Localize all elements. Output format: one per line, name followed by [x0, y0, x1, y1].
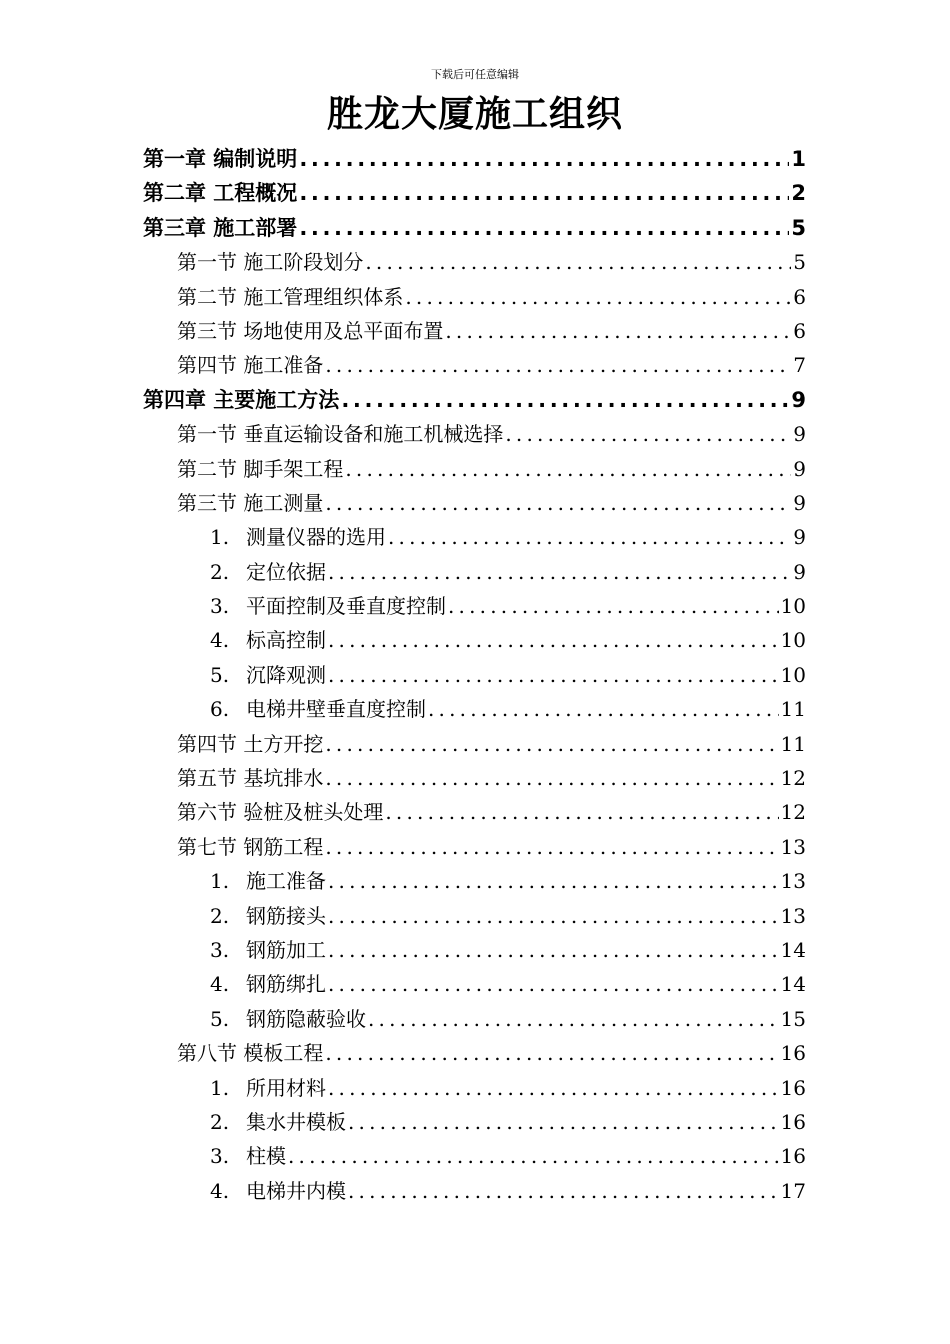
toc-entry-text: 第三节 场地使用及总平面布置	[177, 318, 444, 343]
toc-entry-number: 1.	[210, 1075, 230, 1100]
toc-entry-text: 第四节 施工准备	[177, 353, 324, 378]
toc-entry-label	[210, 556, 326, 585]
toc-dot-leader	[325, 766, 778, 790]
toc-entry[interactable]	[0, 728, 950, 762]
toc-dot-leader	[328, 972, 779, 996]
toc-entry[interactable]	[0, 900, 950, 934]
toc-dot-leader	[325, 732, 778, 756]
toc-entry-label	[210, 659, 326, 688]
toc-entry[interactable]	[0, 212, 950, 246]
toc-entry-label	[177, 487, 323, 516]
toc-dot-leader	[348, 1179, 779, 1203]
toc-page-number: 10	[780, 594, 806, 619]
toc-entry-text: 定位依据	[246, 559, 326, 584]
toc-entry-text: 电梯井壁垂直度控制	[246, 697, 426, 722]
header-note: 下载后可任意编辑	[431, 68, 519, 81]
document-title: 胜龙大厦施工组织	[326, 94, 623, 135]
toc-page-number: 13	[780, 903, 806, 928]
toc-entry-text: 第四章 主要施工方法	[143, 387, 340, 412]
toc-entry[interactable]	[0, 659, 950, 693]
toc-entry-number: 4.	[210, 628, 230, 653]
toc-page-number: 16	[780, 1075, 806, 1100]
toc-entry-text: 标高控制	[246, 628, 326, 653]
toc-page-number: 9	[793, 422, 806, 447]
toc-entry-text: 所用材料	[246, 1075, 326, 1100]
toc-dot-leader	[299, 181, 789, 205]
toc-entry-number: 2.	[210, 903, 230, 928]
toc-entry-text: 钢筋接头	[246, 903, 326, 928]
toc-entry-label	[143, 212, 297, 242]
toc-entry-number: 1.	[210, 869, 230, 894]
toc-entry[interactable]	[0, 590, 950, 624]
toc-entry[interactable]	[0, 143, 950, 177]
toc-entry[interactable]	[0, 246, 950, 280]
toc-dot-leader	[325, 835, 778, 859]
toc-entry-text: 钢筋绑扎	[246, 972, 326, 997]
toc-entry-label	[210, 1003, 366, 1032]
toc-entry-label	[177, 762, 323, 791]
toc-entry[interactable]	[0, 418, 950, 452]
toc-page-number: 7	[793, 353, 806, 378]
toc-entry-number: 5.	[210, 1006, 230, 1031]
toc-entry-text: 钢筋隐蔽验收	[246, 1006, 366, 1031]
toc-entry-label	[210, 624, 326, 653]
toc-page-number: 16	[780, 1144, 806, 1169]
toc-page-number: 5	[793, 250, 806, 275]
toc-dot-leader	[368, 1007, 779, 1031]
toc-entry-text: 第二章 工程概况	[143, 181, 298, 206]
toc-page-number: 9	[791, 387, 806, 412]
toc-dot-leader	[328, 560, 791, 584]
toc-dot-leader	[428, 697, 779, 721]
toc-entry-text: 柱模	[246, 1144, 286, 1169]
toc-entry-text: 第四节 土方开挖	[177, 731, 324, 756]
toc-dot-leader	[328, 869, 779, 893]
toc-entry-text: 钢筋加工	[246, 937, 326, 962]
toc-entry-text: 第五节 基坑排水	[177, 766, 324, 791]
toc-entry[interactable]	[0, 865, 950, 899]
toc-dot-leader	[448, 594, 779, 618]
toc-entry-label	[177, 796, 383, 825]
toc-entry-label	[177, 246, 363, 275]
toc-entry-number: 5.	[210, 662, 230, 687]
toc-entry[interactable]	[0, 315, 950, 349]
toc-entry-number: 4.	[210, 972, 230, 997]
toc-entry-text: 第二节 施工管理组织体系	[177, 284, 404, 309]
toc-entry[interactable]	[0, 1003, 950, 1037]
toc-dot-leader	[325, 353, 791, 377]
toc-dot-leader	[299, 216, 789, 240]
toc-dot-leader	[325, 491, 791, 515]
toc-dot-leader	[325, 1041, 778, 1065]
toc-dot-leader	[445, 319, 791, 343]
toc-entry-number: 4.	[210, 1178, 230, 1203]
toc-entry-label	[143, 177, 297, 207]
toc-entry-label	[177, 315, 443, 344]
toc-entry-label	[210, 1140, 286, 1169]
toc-entry-label	[210, 590, 446, 619]
toc-dot-leader	[328, 938, 779, 962]
toc-entry-label	[177, 728, 323, 757]
toc-page-number: 1	[791, 147, 806, 171]
toc-entry[interactable]	[0, 831, 950, 865]
toc-entry[interactable]	[0, 1140, 950, 1174]
toc-entry-text: 第八节 模板工程	[177, 1041, 324, 1066]
toc-page-number: 12	[780, 766, 806, 791]
toc-page-number: 16	[780, 1109, 806, 1134]
toc-page-number: 15	[780, 1006, 806, 1031]
toc-page-number: 13	[780, 834, 806, 859]
toc-entry[interactable]	[0, 934, 950, 968]
toc-entry-text: 第一节 施工阶段划分	[177, 250, 364, 275]
toc-dot-leader	[341, 388, 789, 412]
toc-entry-text: 沉降观测	[246, 662, 326, 687]
toc-dot-leader	[345, 457, 791, 481]
toc-entry-label	[177, 1037, 323, 1066]
toc-entry-number: 3.	[210, 594, 230, 619]
toc-entry-text: 施工准备	[246, 869, 326, 894]
toc-entry-label	[210, 1106, 346, 1135]
toc-entry-label	[210, 1072, 326, 1101]
toc-entry[interactable]	[0, 521, 950, 555]
toc-page-number: 6	[793, 284, 806, 309]
toc-dot-leader	[328, 904, 779, 928]
toc-entry[interactable]	[0, 693, 950, 727]
toc-entry-label	[177, 418, 503, 447]
toc-dot-leader	[405, 285, 791, 309]
toc-page-number: 10	[780, 628, 806, 653]
toc-page-number: 2	[791, 181, 806, 206]
toc-entry-label	[210, 865, 326, 894]
toc-entry-text: 平面控制及垂直度控制	[246, 594, 446, 619]
toc-entry-label	[210, 521, 386, 550]
toc-dot-leader	[385, 800, 778, 824]
toc-entry-text: 第三节 施工测量	[177, 490, 324, 515]
toc-entry-label	[210, 1175, 346, 1204]
toc-entry-text: 第一章 编制说明	[143, 147, 298, 171]
toc-entry[interactable]	[0, 556, 950, 590]
toc-entry-text: 电梯井内模	[246, 1178, 346, 1203]
toc-entry-label	[210, 968, 326, 997]
toc-entry-label	[177, 349, 323, 378]
toc-dot-leader	[388, 525, 791, 549]
toc-dot-leader	[328, 628, 779, 652]
toc-entry[interactable]	[0, 349, 950, 383]
toc-entry[interactable]	[0, 796, 950, 830]
toc-page-number: 10	[780, 662, 806, 687]
toc-entry-label	[143, 143, 297, 173]
toc-page-number: 16	[780, 1041, 806, 1066]
toc-entry-text: 第六节 验桩及桩头处理	[177, 800, 384, 825]
toc-page-number: 17	[780, 1178, 806, 1203]
toc-entry-number: 2.	[210, 559, 230, 584]
toc-page-number: 6	[793, 318, 806, 343]
toc-entry[interactable]	[0, 487, 950, 521]
toc-entry-number: 1.	[210, 525, 230, 550]
toc-page-number: 9	[793, 559, 806, 584]
toc-dot-leader	[505, 422, 791, 446]
toc-entry[interactable]	[0, 281, 950, 315]
toc-dot-leader	[348, 1110, 779, 1134]
table-of-contents	[0, 143, 950, 1209]
toc-entry-label	[177, 281, 403, 310]
toc-entry-number: 3.	[210, 937, 230, 962]
toc-entry[interactable]	[0, 968, 950, 1002]
toc-entry-text: 测量仪器的选用	[246, 525, 386, 550]
toc-entry-text: 第二节 脚手架工程	[177, 456, 344, 481]
toc-entry[interactable]	[0, 1175, 950, 1209]
toc-entry[interactable]	[0, 762, 950, 796]
toc-entry[interactable]	[0, 453, 950, 487]
toc-entry-text: 第三章 施工部署	[143, 215, 298, 240]
toc-dot-leader	[288, 1144, 779, 1168]
toc-page-number: 14	[780, 972, 806, 997]
toc-page-number: 9	[793, 456, 806, 481]
toc-page-number: 13	[780, 869, 806, 894]
toc-entry-text: 第一节 垂直运输设备和施工机械选择	[177, 422, 504, 447]
toc-entry-label	[143, 384, 339, 414]
toc-page-number: 11	[780, 697, 806, 722]
toc-dot-leader	[328, 663, 779, 687]
toc-entry-text: 第七节 钢筋工程	[177, 834, 324, 859]
toc-page-number: 11	[780, 731, 806, 756]
toc-dot-leader	[328, 1076, 779, 1100]
toc-entry-label	[210, 934, 326, 963]
toc-dot-leader	[299, 147, 789, 171]
toc-entry[interactable]	[0, 1072, 950, 1106]
toc-entry[interactable]	[0, 177, 950, 211]
toc-entry-text: 集水井模板	[246, 1109, 346, 1134]
toc-entry-label	[177, 831, 323, 860]
toc-entry-number: 2.	[210, 1109, 230, 1134]
toc-dot-leader	[365, 250, 791, 274]
toc-entry[interactable]	[0, 1106, 950, 1140]
toc-page-number: 14	[780, 937, 806, 962]
toc-page-number: 9	[793, 525, 806, 550]
toc-page-number: 9	[793, 490, 806, 515]
toc-entry-label	[177, 453, 343, 482]
toc-entry[interactable]	[0, 384, 950, 418]
toc-page-number: 5	[791, 215, 806, 240]
toc-page-number: 12	[780, 800, 806, 825]
toc-entry-label	[210, 900, 326, 929]
toc-entry-number: 6.	[210, 697, 230, 722]
toc-entry-number: 3.	[210, 1144, 230, 1169]
toc-entry[interactable]	[0, 1037, 950, 1071]
toc-entry-label	[210, 693, 426, 722]
toc-entry[interactable]	[0, 624, 950, 658]
